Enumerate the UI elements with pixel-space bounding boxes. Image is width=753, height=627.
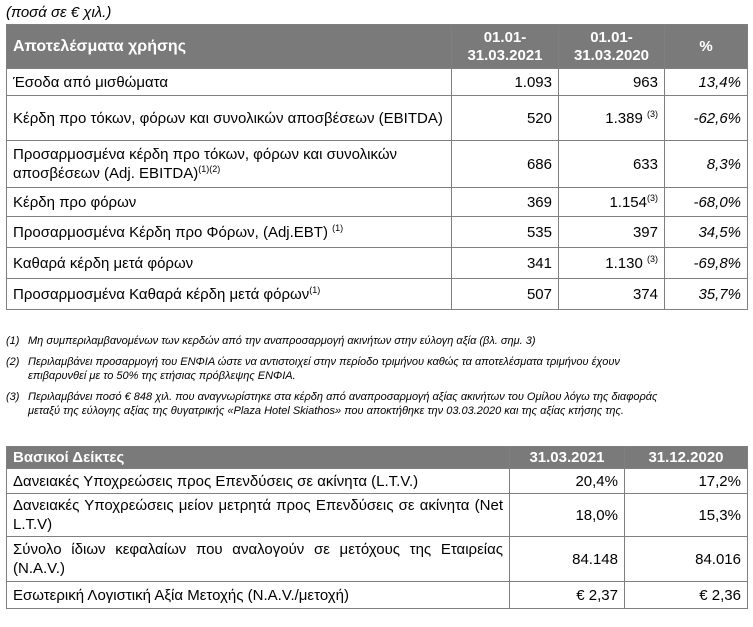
table-row xyxy=(7,537,748,582)
value-2021: 341 xyxy=(452,248,559,279)
table-row xyxy=(7,188,748,217)
table-row xyxy=(7,248,748,279)
value-2020: 1.389 $^{(3)}$ xyxy=(559,96,665,141)
value-2021: 1.093 xyxy=(452,69,559,96)
value-2020: 374 xyxy=(559,279,665,310)
value-2021: 369 xyxy=(452,188,559,217)
kpi-label: Δανειακές Υποχρεώσεις προς Επενδύσεις σε ακίνητα (L.T.V.) xyxy=(7,469,510,494)
kpi-label: Σύνολο ίδιων κεφαλαίων που αναλογούν σε μετόχους της Εταιρείας (N.A.V.) xyxy=(7,537,510,582)
kpi-value-2: 17,2% xyxy=(625,469,748,494)
footnote-ref: (1) xyxy=(332,222,344,233)
value-2020: 633 xyxy=(559,141,665,188)
value-2020: 397 xyxy=(559,217,665,248)
row-label: Προσαρμοσμένα κέρδη προ τόκων, φόρων και συνολικών αποσβέσεων (Adj. EBITDA)$^{(1)(2)}$ xyxy=(7,141,452,188)
table-row xyxy=(7,217,748,248)
value-2021: 535 xyxy=(452,217,559,248)
row-label: Προσαρμοσμένα Καθαρά κέρδη μετά φόρων$^{(1)}$ xyxy=(7,279,452,310)
change-pct: -69,8% xyxy=(665,248,748,279)
kpi-value-1: 18,0% xyxy=(510,494,625,537)
change-pct: 8,3% xyxy=(665,141,748,188)
value-2020: 963 xyxy=(559,69,665,96)
change-pct: 13,4% xyxy=(665,69,748,96)
results-header-label: Αποτελέσματα χρήσης xyxy=(7,25,452,69)
kpi-col-2: 31.12.2020 xyxy=(625,447,748,469)
results-header-row xyxy=(7,25,748,69)
kpi-value-1: 20,4% xyxy=(510,469,625,494)
kpi-value-2: 15,3% xyxy=(625,494,748,537)
table-row xyxy=(7,469,748,494)
table-row xyxy=(7,96,748,141)
results-col-pct: % xyxy=(665,25,748,69)
change-pct: 34,5% xyxy=(665,217,748,248)
footnote-ref: (1) xyxy=(309,284,321,295)
footnote-ref: (3) xyxy=(647,108,658,119)
value-2020: 1.154$^{(3)}$ xyxy=(559,188,665,217)
results-table xyxy=(6,24,748,310)
kpi-col-1: 31.03.2021 xyxy=(510,447,625,469)
footnote-2: (2) Περιλαμβάνει προσαρμογή του ΕΝΦΙΑ ώστε να αντιστοιχεί στην περίοδο τριμήνου καθώς τα αποτελέσματα τριμήνου έχουν επιβαρυνθεί με το 50% της ετήσιας πρόβλεψης ΕΝΦΙΑ. xyxy=(6,356,620,382)
row-label: Κέρδη προ φόρων xyxy=(7,188,452,217)
value-2021: 686 xyxy=(452,141,559,188)
kpi-value-1: 84.148 xyxy=(510,537,625,582)
kpi-table xyxy=(6,446,748,609)
table-row xyxy=(7,141,748,188)
footnote-ref: (3) xyxy=(647,192,658,203)
table-row xyxy=(7,69,748,96)
row-label: Κέρδη προ τόκων, φόρων και συνολικών αποσβέσεων (EBITDA) xyxy=(7,96,452,141)
kpi-label: Δανειακές Υποχρεώσεις μείον μετρητά προς Επενδύσεις σε ακίνητα (Net L.T.V) xyxy=(7,494,510,537)
unit-note: (ποσά σε € χιλ.) xyxy=(6,4,112,21)
kpi-value-2: 84.016 xyxy=(625,537,748,582)
kpi-header-row xyxy=(7,447,748,469)
kpi-value-2: € 2,36 xyxy=(625,582,748,609)
change-pct: -62,6% xyxy=(665,96,748,141)
table-row xyxy=(7,494,748,537)
change-pct: -68,0% xyxy=(665,188,748,217)
kpi-header-label: Βασικοί Δείκτες xyxy=(7,447,510,469)
row-label: Έσοδα από μισθώματα xyxy=(7,69,452,96)
value-2020: 1.130 $^{(3)}$ xyxy=(559,248,665,279)
table-row xyxy=(7,582,748,609)
results-col-2021: 01.01- 31.03.2021 xyxy=(452,25,559,69)
row-label: Καθαρά κέρδη μετά φόρων xyxy=(7,248,452,279)
table-row xyxy=(7,279,748,310)
change-pct: 35,7% xyxy=(665,279,748,310)
footnote-3: (3) Περιλαμβάνει ποσό € 848 χιλ. που αναγνωρίστηκε στα κέρδη από αναπροσαρμογή αξίας ακινήτων του Ομίλου λόγω της διαφοράς μεταξύ της εύλογης αξίας της θυγατρικής «Plaza Hotel Skiathos» που αποκτήθηκε την 03.03.2020 και της αξίας κτήσης της. xyxy=(6,391,658,417)
kpi-value-1: € 2,37 xyxy=(510,582,625,609)
row-label: Προσαρμοσμένα Κέρδη προ Φόρων, (Adj.EBT) $^{(1)}$ xyxy=(7,217,452,248)
results-col-2020: 01.01- 31.03.2020 xyxy=(559,25,665,69)
footnote-1: (1) Μη συμπεριλαμβανομένων των κερδών από την αναπροσαρμογή ακινήτων στην εύλογη αξία (βλ. σημ. 3) xyxy=(6,335,536,347)
kpi-label: Εσωτερική Λογιστική Αξία Μετοχής (N.A.V./μετοχή) xyxy=(7,582,510,609)
value-2021: 507 xyxy=(452,279,559,310)
value-2021: 520 xyxy=(452,96,559,141)
footnote-ref: (1)(2) xyxy=(198,164,221,174)
footnote-ref: (3) xyxy=(647,253,658,264)
